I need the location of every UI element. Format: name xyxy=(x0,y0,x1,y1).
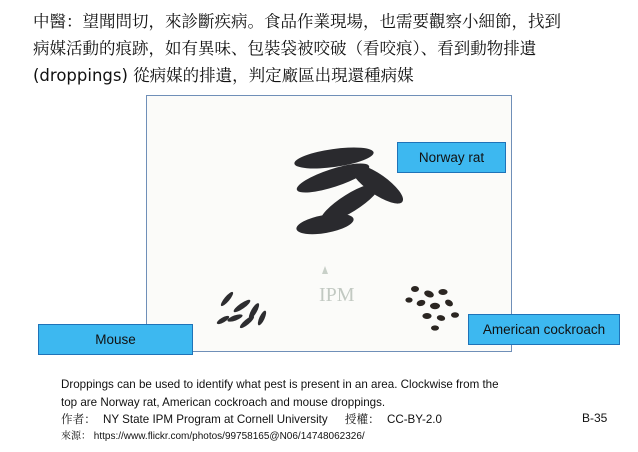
droppings-illustration xyxy=(147,96,512,352)
source-link[interactable]: https://www.flickr.com/photos/99758165@N06/14748062326/ xyxy=(93,430,365,442)
caption-line-1: Droppings can be used to identify what pest is present in an area. Clockwise from the xyxy=(61,378,499,391)
author-label: 作者： xyxy=(61,413,96,426)
american-cockroach-label: American cockroach xyxy=(468,314,620,345)
headline-line-1: 中醫：望聞問切，來診斷疾病。食品作業現場，也需要觀察小細節，找到 xyxy=(33,12,561,31)
ipm-watermark xyxy=(319,266,355,306)
license-label: 授權： xyxy=(344,413,380,426)
svg-text:IPM: IPM xyxy=(319,284,355,306)
caption-line-2: top are Norway rat, American cockroach and mouse droppings. xyxy=(61,395,386,409)
mouse-label: Mouse xyxy=(38,324,193,355)
droppings-photo xyxy=(146,95,512,352)
credit-line xyxy=(61,411,581,429)
photo-caption xyxy=(61,376,581,445)
source-line xyxy=(61,429,581,445)
headline-line-2: 病媒活動的痕跡，如有異味、包裝袋被咬破（看咬痕）、看到動物排遺 xyxy=(33,39,537,58)
norway-rat-label: Norway rat xyxy=(397,142,506,173)
source-label: 來源： xyxy=(61,430,91,442)
license-value: CC-BY-2.0 xyxy=(386,413,442,426)
author-value: NY State IPM Program at Cornell University xyxy=(103,413,328,426)
headline-line-3: (droppings) 從病媒的排遺，判定廠區出現還種病媒 xyxy=(33,66,414,85)
slide-headline xyxy=(33,8,633,89)
slide-number: B-35 xyxy=(582,411,608,425)
